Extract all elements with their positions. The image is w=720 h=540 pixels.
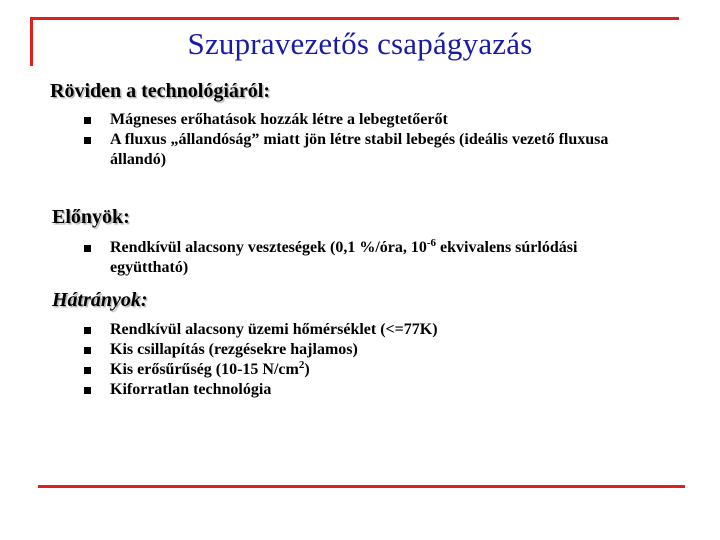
square-bullet-icon [84,367,91,374]
square-bullet-icon [84,347,91,354]
list-item: Kiforratlan technológia [84,380,644,400]
bottom-rule [38,485,685,488]
list-item: Mágneses erőhatások hozzák létre a lebegtetőerőt [84,110,644,130]
square-bullet-icon [84,245,91,252]
heading-technology: Röviden a technológiáról: [50,80,270,102]
heading-advantages: Előnyök: [52,206,130,228]
square-bullet-icon [84,117,91,124]
square-bullet-icon [84,327,91,334]
heading-disadvantages: Hátrányok: [52,289,148,311]
disadvantages-list [84,320,644,400]
list-item: Rendkívül alacsony üzemi hőmérséklet (<=77K) [84,320,644,340]
square-bullet-icon [84,137,91,144]
slide-title: Szupravezetős csapágyazás [187,26,533,61]
technology-list [84,110,644,170]
list-item: Kis erősűrűség (10-15 $N/cm^2$) [84,360,644,380]
top-rule [30,17,679,20]
advantages-list [84,238,644,278]
list-item: A fluxus „állandóság” miatt jön létre stabil lebegés (ideális vezető fluxusa állandó) [84,130,644,170]
list-item: Rendkívül alacsony veszteségek (0,1 %/óra, $10^{-6}$ ekvivalens súrlódási együttható) [84,238,644,278]
list-item: Kis csillapítás (rezgésekre hajlamos) [84,340,644,360]
square-bullet-icon [84,387,91,394]
